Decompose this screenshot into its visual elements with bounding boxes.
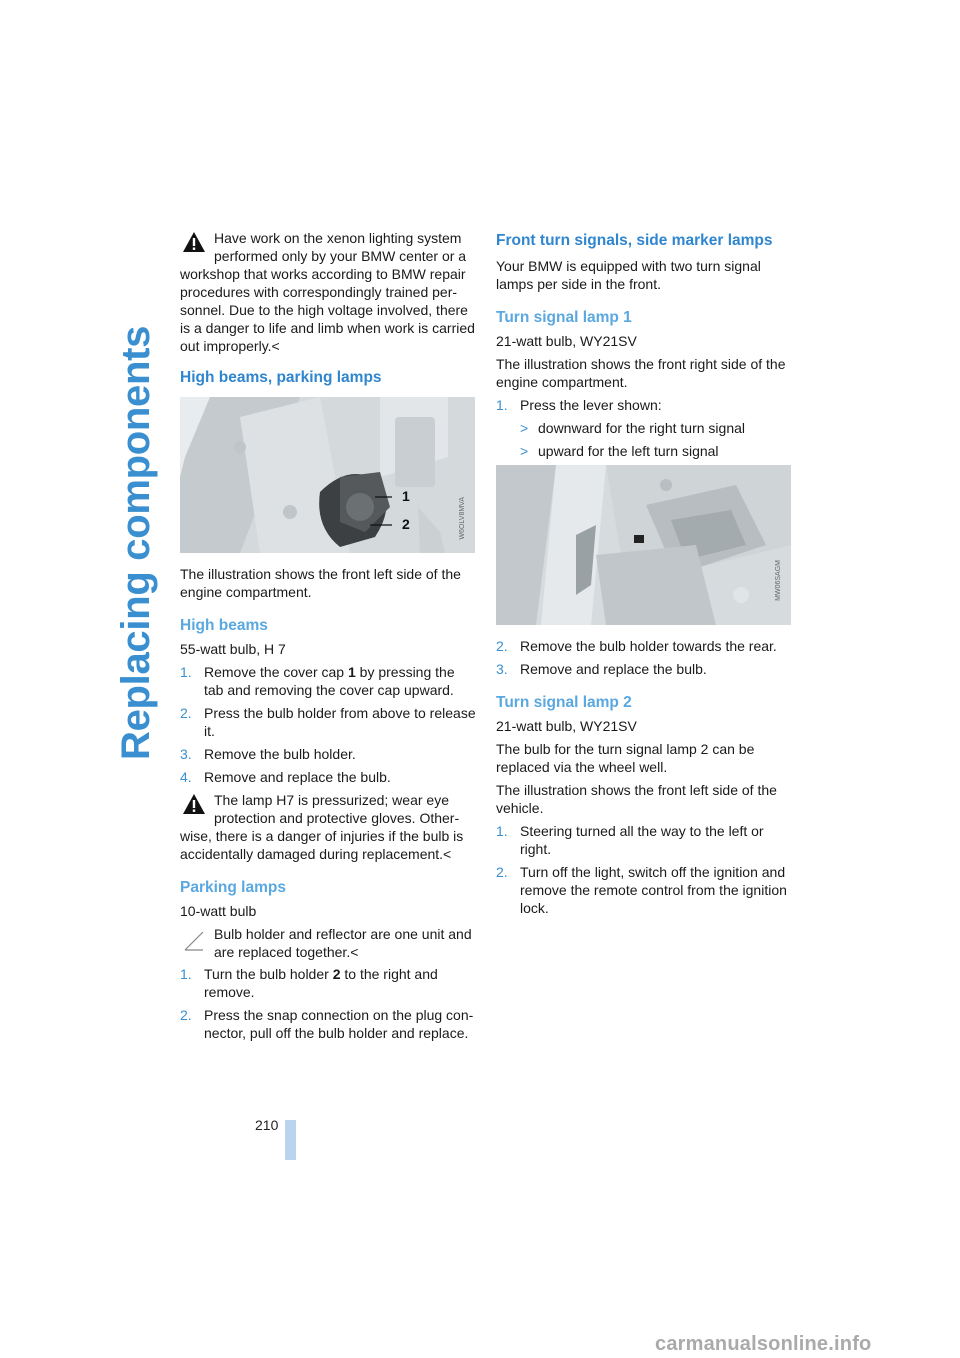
- list-item: 1. Turn the bulb holder 2 to the right and remove.: [180, 966, 438, 1000]
- bulb-parking: 10-watt bulb: [180, 903, 257, 919]
- warning-xenon-rest: workshop that works according to BMW repair procedures with correspondingly trained per-sonnel. Due to the high voltage involved, there is a danger to life and limb when work is carried out improperly.<: [180, 266, 475, 354]
- warning-h7-rest: wise, there is a danger of injuries if the bulb is accidentally damaged during replacement.<: [180, 828, 464, 862]
- warning-xenon: [180, 229, 476, 355]
- callout-2: 2: [402, 516, 410, 532]
- caption-turn-1: The illustration shows the front right side of the engine compartment.: [496, 356, 786, 390]
- list-item: 1. Steering turned all the way to the left or right.: [496, 823, 764, 857]
- steps-parking: [180, 965, 476, 1042]
- warning-triangle-icon: [182, 793, 206, 815]
- list-item: 4. Remove and replace the bulb.: [180, 769, 391, 785]
- illustration-turn-lamp-1: [496, 465, 791, 625]
- warning-triangle-icon: [182, 231, 206, 253]
- list-item: 2. Turn off the light, switch off the ignition and remove the remote control from the ignition lock.: [496, 864, 787, 916]
- list-item: 3. Remove the bulb holder.: [180, 746, 356, 762]
- heading-parking-lamps: Parking lamps: [180, 879, 286, 896]
- list-item: 1. Remove the cover cap 1 by pressing the tab and removing the cover cap upward.: [180, 664, 455, 698]
- warning-h7: [180, 791, 476, 863]
- page-bar: [285, 1120, 296, 1160]
- bullets-turn-1: [496, 419, 792, 460]
- right-column: [496, 229, 792, 922]
- heading-high-beams-parking: High beams, parking lamps: [180, 369, 382, 386]
- heading-front-turn: Front turn signals, side marker lamps: [496, 232, 773, 249]
- note-parking: [180, 925, 476, 961]
- bulb-turn-1: 21-watt bulb, WY21SV: [496, 333, 637, 349]
- list-item: > upward for the left turn signal: [520, 443, 719, 459]
- note-parking-text: Bulb holder and reflector are one unit and are replaced together.<: [214, 926, 472, 960]
- bulb-turn-2: 21-watt bulb, WY21SV: [496, 718, 637, 734]
- heading-high-beams: High beams: [180, 617, 268, 634]
- caption-high-beams: The illustration shows the front left side of the engine compartment.: [180, 566, 461, 600]
- note-arrow-icon: [182, 929, 206, 953]
- list-item: 2. Press the snap connection on the plug con-nector, pull off the bulb holder and replace.: [180, 1007, 474, 1041]
- p1-turn-2: The bulb for the turn signal lamp 2 can be replaced via the wheel well.: [496, 741, 755, 775]
- list-item: 1. Press the lever shown:: [496, 397, 662, 413]
- engine-compartment-left-image: [180, 397, 475, 553]
- steps-turn-2: [496, 822, 792, 917]
- steps-turn-1-after: [496, 637, 792, 678]
- figure-code: MW06SAGM: [775, 560, 782, 601]
- page-number: 210: [255, 1117, 279, 1133]
- illustration-high-beams: [180, 397, 475, 553]
- heading-turn-lamp-2: Turn signal lamp 2: [496, 694, 632, 711]
- bulb-high-beams: 55-watt bulb, H 7: [180, 641, 286, 657]
- intro-front-turn: Your BMW is equipped with two turn signal lamps per side in the front.: [496, 258, 761, 292]
- p2-turn-2: The illustration shows the front left side of the vehicle.: [496, 782, 777, 816]
- warning-h7-first: The lamp H7 is pressurized; wear eye protection and protective gloves. Other-: [214, 792, 460, 826]
- figure-code: W6OLV8MVA: [459, 497, 466, 540]
- engine-compartment-right-image: [496, 465, 791, 625]
- list-item: > downward for the right turn signal: [520, 420, 745, 436]
- heading-turn-lamp-1: Turn signal lamp 1: [496, 309, 632, 326]
- list-item: 3. Remove and replace the bulb.: [496, 661, 707, 677]
- list-item: 2. Press the bulb holder from above to release it.: [180, 705, 476, 739]
- list-item: 2. Remove the bulb holder towards the rear.: [496, 638, 777, 654]
- steps-turn-1: [496, 396, 792, 414]
- callout-1: 1: [402, 488, 410, 504]
- warning-xenon-first: Have work on the xenon lighting system performed only by your BMW center or a: [214, 230, 467, 264]
- left-column: [180, 229, 476, 1047]
- footer-watermark: carmanualsonline.info: [655, 1333, 872, 1355]
- side-title-text: Replacing components: [114, 325, 158, 760]
- steps-high-beams: [180, 663, 476, 786]
- side-title: [110, 130, 162, 760]
